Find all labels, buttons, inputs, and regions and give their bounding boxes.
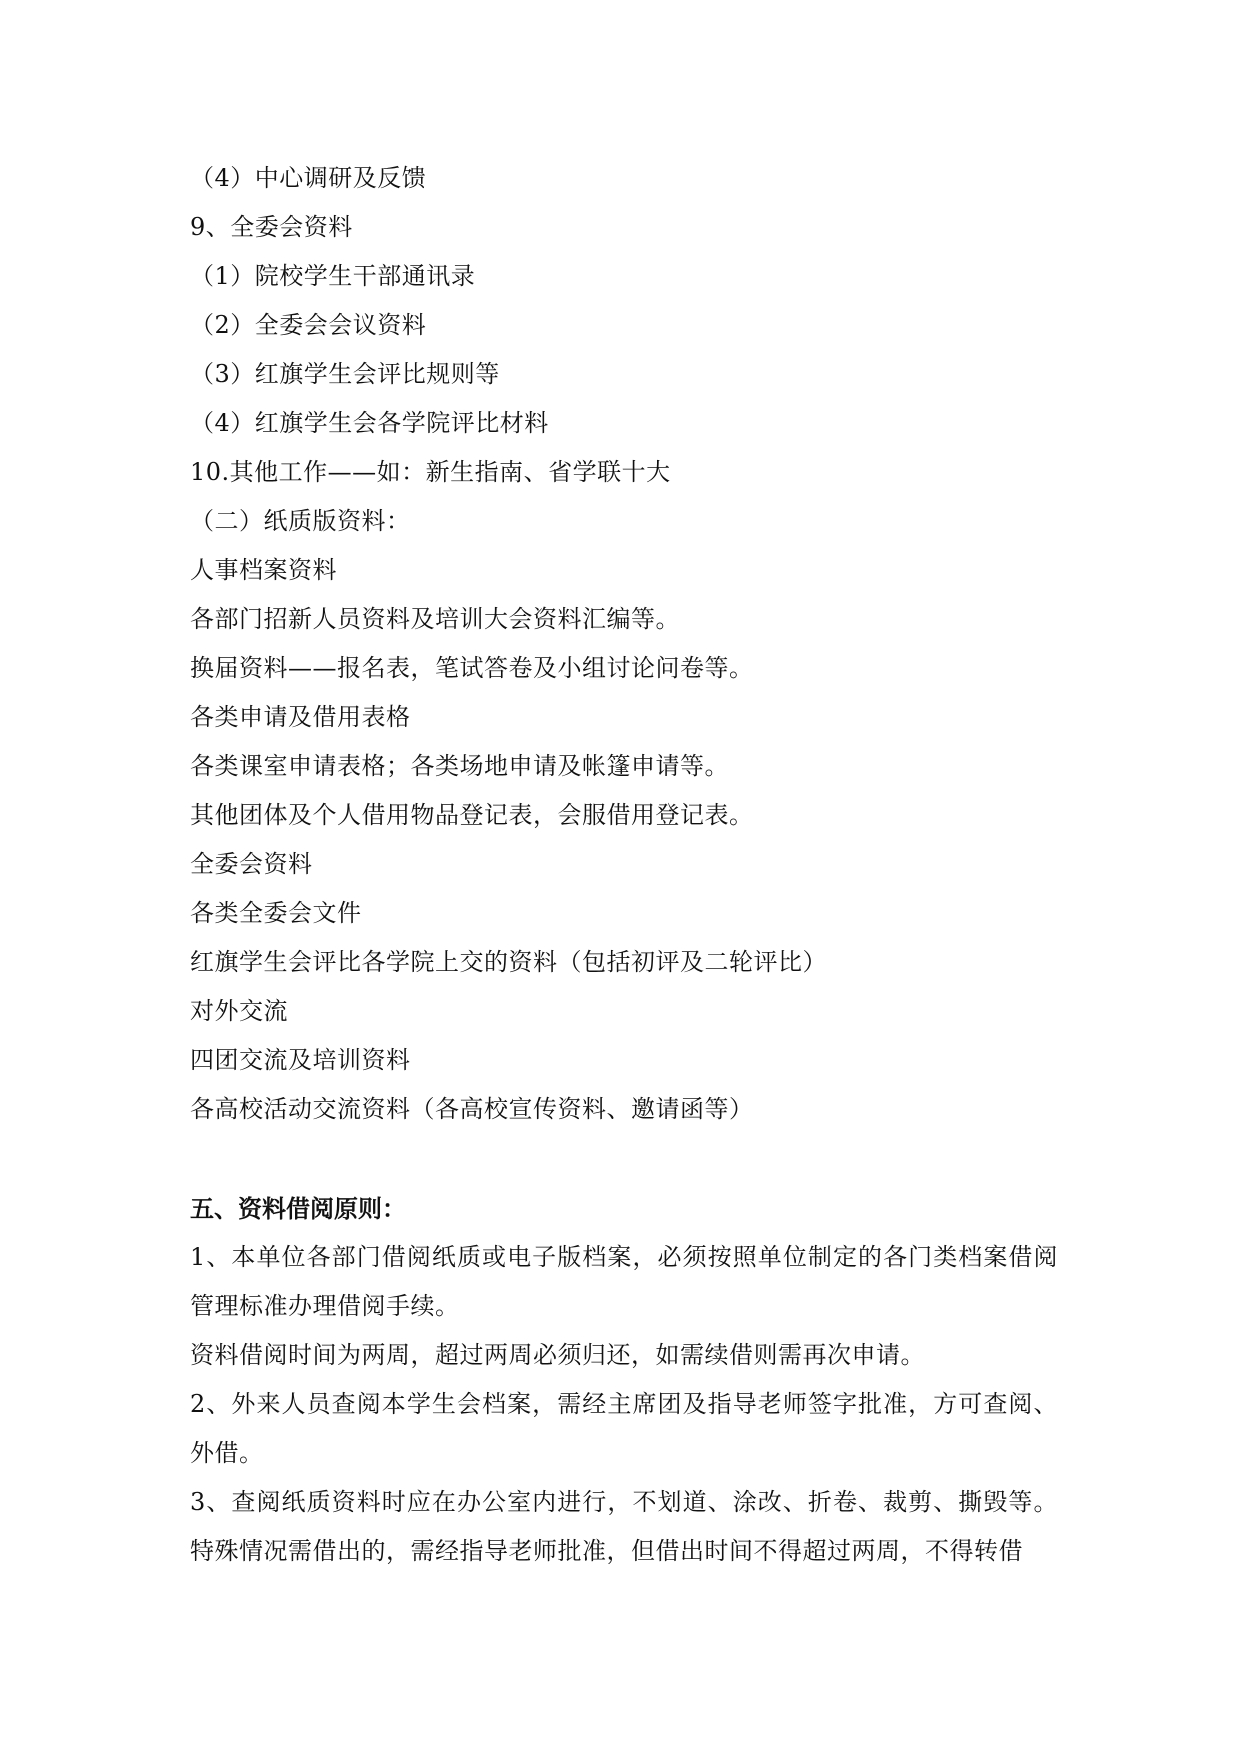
list-item: 人事档案资料 xyxy=(190,556,337,584)
list-item: 10.其他工作——如：新生指南、省学联十大 xyxy=(190,458,671,486)
paragraph: 资料借阅时间为两周，超过两周必须归还，如需续借则需再次申请。 xyxy=(190,1341,925,1369)
list-item: 全委会资料 xyxy=(190,850,313,878)
list-item: （1）院校学生干部通讯录 xyxy=(190,262,476,290)
section-heading: 五、资料借阅原则： xyxy=(190,1194,406,1223)
paragraph: 3、查阅纸质资料时应在办公室内进行，不划道、涂改、折卷、裁剪、撕毁等。特殊情况需借出的，需经指导老师批准，但借出时间不得超过两周，不得转借 xyxy=(190,1488,1058,1565)
list-item: 9、全委会资料 xyxy=(190,213,353,241)
list-item: 对外交流 xyxy=(190,997,288,1025)
list-item: （二）纸质版资料： xyxy=(190,507,411,535)
list-item: 各部门招新人员资料及培训大会资料汇编等。 xyxy=(190,605,680,633)
list-item: （4）中心调研及反馈 xyxy=(190,164,427,192)
list-item: 各类课室申请表格；各类场地申请及帐篷申请等。 xyxy=(190,752,729,780)
list-item: 各高校活动交流资料（各高校宣传资料、邀请函等） xyxy=(190,1095,754,1123)
document-body xyxy=(190,154,1070,1576)
paragraph: 1、本单位各部门借阅纸质或电子版档案，必须按照单位制定的各门类档案借阅管理标准办理借阅手续。 xyxy=(190,1243,1058,1320)
list-item: 各类全委会文件 xyxy=(190,899,362,927)
list-item: （2）全委会会议资料 xyxy=(190,311,427,339)
list-item: 四团交流及培训资料 xyxy=(190,1046,411,1074)
list-item: （4）红旗学生会各学院评比材料 xyxy=(190,409,549,437)
spacer xyxy=(190,1134,1070,1184)
list-item: 其他团体及个人借用物品登记表，会服借用登记表。 xyxy=(190,801,754,829)
list-item: （3）红旗学生会评比规则等 xyxy=(190,360,500,388)
list-item: 各类申请及借用表格 xyxy=(190,703,411,731)
paragraph: 2、外来人员查阅本学生会档案，需经主席团及指导老师签字批准，方可查阅、外借。 xyxy=(190,1390,1058,1467)
list-item: 红旗学生会评比各学院上交的资料（包括初评及二轮评比） xyxy=(190,948,827,976)
list-item: 换届资料——报名表，笔试答卷及小组讨论问卷等。 xyxy=(190,654,754,682)
